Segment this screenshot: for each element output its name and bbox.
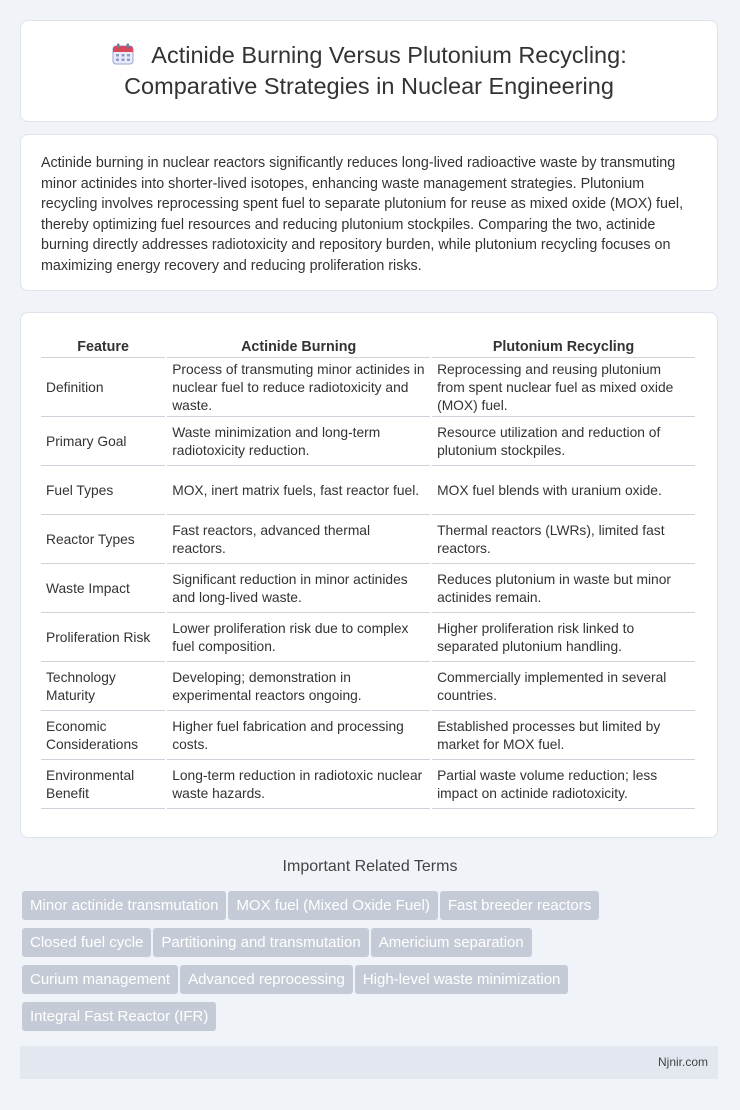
footer <box>20 1046 718 1079</box>
table-row <box>41 419 695 466</box>
term-tag[interactable]: Fast breeder reactors <box>440 891 599 920</box>
table-row <box>41 566 695 613</box>
row-plutonium-value: Established processes but limited by market for MOX fuel. <box>432 713 695 760</box>
intro-card <box>20 134 718 291</box>
row-feature: Fuel Types <box>41 468 165 515</box>
term-tag[interactable]: Americium separation <box>371 928 532 957</box>
title-card <box>20 20 718 122</box>
row-actinide-value: Long-term reduction in radiotoxic nuclear waste hazards. <box>167 762 430 809</box>
table-row <box>41 615 695 662</box>
term-tag[interactable]: MOX fuel (Mixed Oxide Fuel) <box>228 891 437 920</box>
row-plutonium-value: Commercially implemented in several countries. <box>432 664 695 711</box>
row-plutonium-value: Thermal reactors (LWRs), limited fast reactors. <box>432 517 695 564</box>
table-row <box>41 762 695 809</box>
row-actinide-value: Waste minimization and long-term radiotoxicity reduction. <box>167 419 430 466</box>
table-row <box>41 360 695 417</box>
related-terms-list <box>22 891 722 1039</box>
row-plutonium-value: Higher proliferation risk linked to separated plutonium handling. <box>432 615 695 662</box>
table-row <box>41 517 695 564</box>
row-actinide-value: Lower proliferation risk due to complex fuel composition. <box>167 615 430 662</box>
table-header-row <box>41 335 695 358</box>
term-tag[interactable]: Advanced reprocessing <box>180 965 353 994</box>
page-title-line-1 <box>111 40 626 71</box>
term-tag[interactable]: Partitioning and transmutation <box>153 928 368 957</box>
page-title-line-2: Comparative Strategies in Nuclear Engineering <box>124 73 614 99</box>
row-feature: Environmental Benefit <box>41 762 165 809</box>
title-text-line-1: Actinide Burning Versus Plutonium Recycling: <box>151 42 627 68</box>
intro-paragraph: Actinide burning in nuclear reactors significantly reduces long-lived radioactive waste by transmuting minor actinides into shorter-lived isotopes, enhancing waste management strategies. Plutonium recycling involves reprocessing spent fuel to separate plutonium for reuse as mixed oxide (MOX) fuel, thereby optimizing fuel resources and reducing plutonium stockpiles. Comparing the two, actinide burning directly addresses radiotoxicity and repository burden, while plutonium recycling focuses on maximizing energy recovery and reducing proliferation risks. <box>41 155 684 274</box>
table-row <box>41 664 695 711</box>
row-plutonium-value: MOX fuel blends with uranium oxide. <box>432 468 695 515</box>
row-actinide-value: Fast reactors, advanced thermal reactors. <box>167 517 430 564</box>
row-feature: Proliferation Risk <box>41 615 165 662</box>
term-tag[interactable]: Integral Fast Reactor (IFR) <box>22 1002 216 1031</box>
row-feature: Waste Impact <box>41 566 165 613</box>
calendar-icon <box>111 42 135 66</box>
row-actinide-value: Significant reduction in minor actinides and long-lived waste. <box>167 566 430 613</box>
term-tag[interactable]: Closed fuel cycle <box>22 928 151 957</box>
row-feature: Definition <box>41 360 165 417</box>
header-actinide-burning: Actinide Burning <box>167 335 430 358</box>
row-actinide-value: Process of transmuting minor actinides in nuclear fuel to reduce radiotoxicity and waste. <box>167 360 430 417</box>
row-feature: Reactor Types <box>41 517 165 564</box>
table-row <box>41 713 695 760</box>
row-plutonium-value: Reprocessing and reusing plutonium from spent nuclear fuel as mixed oxide (MOX) fuel. <box>432 360 695 417</box>
term-tag[interactable]: Curium management <box>22 965 178 994</box>
term-tag[interactable]: Minor actinide transmutation <box>22 891 226 920</box>
footer-site-link[interactable]: Njnir.com <box>657 1055 708 1069</box>
comparison-table <box>39 333 697 811</box>
row-actinide-value: Higher fuel fabrication and processing costs. <box>167 713 430 760</box>
row-plutonium-value: Resource utilization and reduction of plutonium stockpiles. <box>432 419 695 466</box>
comparison-table-card <box>20 312 718 838</box>
related-terms-title: Important Related Terms <box>282 858 458 875</box>
row-actinide-value: MOX, inert matrix fuels, fast reactor fuel. <box>167 468 430 515</box>
row-plutonium-value: Reduces plutonium in waste but minor actinides remain. <box>432 566 695 613</box>
row-feature: Economic Considerations <box>41 713 165 760</box>
term-tag[interactable]: High-level waste minimization <box>355 965 569 994</box>
header-feature: Feature <box>41 335 165 358</box>
header-plutonium-recycling: Plutonium Recycling <box>432 335 695 358</box>
row-actinide-value: Developing; demonstration in experimental reactors ongoing. <box>167 664 430 711</box>
row-feature: Primary Goal <box>41 419 165 466</box>
table-row <box>41 468 695 515</box>
row-feature: Technology Maturity <box>41 664 165 711</box>
row-plutonium-value: Partial waste volume reduction; less impact on actinide radiotoxicity. <box>432 762 695 809</box>
